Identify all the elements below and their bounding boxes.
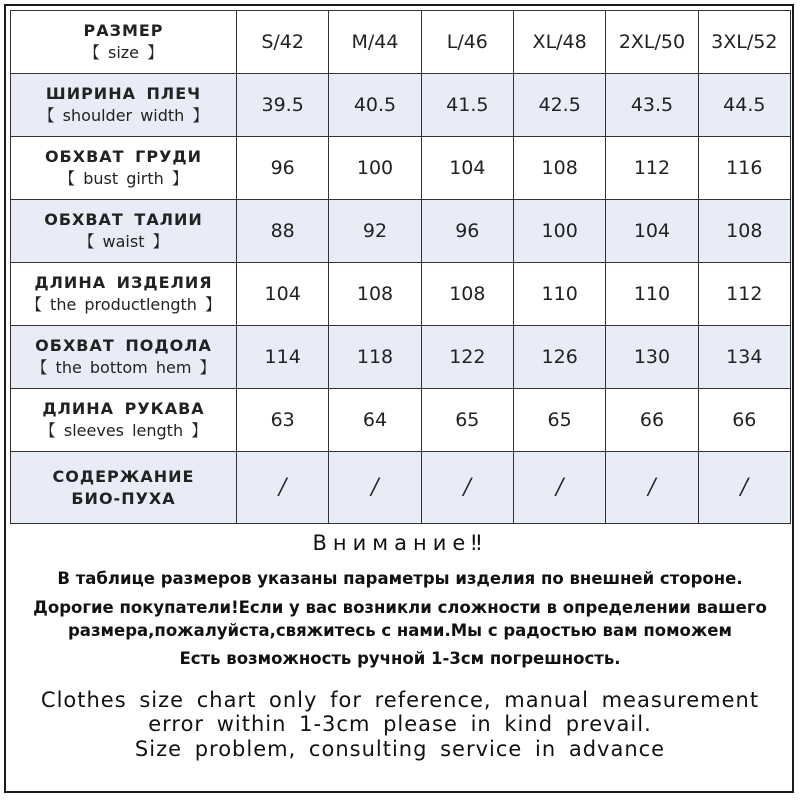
size-header-cell [698,11,790,74]
cell-value: 92 [362,220,388,242]
table-cell [698,200,790,263]
row-label-ru: ОБХВАТ ТАЛИИ [44,210,203,229]
cell-value: 40.5 [353,94,397,116]
cell-value: 118 [356,346,394,368]
table-cell [698,137,790,200]
row-label-ru: ДЛИНА РУКАВА [42,399,205,418]
table-cell [329,200,421,263]
row-label-cell [11,389,237,452]
cell-value: 96 [455,220,480,242]
cell-value: 108 [449,283,486,305]
cell-value: 64 [362,409,388,431]
cell-value: 104 [449,157,486,179]
row-label-ru: ОБХВАТ ГРУДИ [44,147,203,166]
table-cell [421,137,513,200]
header-label-cell [11,11,237,74]
cell-value: 134 [726,346,763,368]
cell-value: 104 [264,283,301,305]
row-label-ru: ДЛИНА ИЗДЕЛИЯ [34,273,213,292]
cell-value: / [648,475,656,500]
cell-value: 114 [264,346,301,368]
cell-value: 112 [633,157,671,179]
table-row-bio-down-content [11,452,791,524]
cell-value: 110 [633,283,671,305]
row-label-en: 【 sleeves length 】 [39,421,208,440]
row-label-cell [11,200,237,263]
notice-en-line: Clothes size chart only for reference, manual measurement [40,688,760,712]
table-cell [698,452,790,524]
table-row-bottom-hem [11,326,791,389]
table-cell [513,74,605,137]
cell-value: 88 [270,220,295,242]
table-cell [421,74,513,137]
table-cell [421,263,513,326]
row-label-ru: ОБХВАТ ПОДОЛА [35,336,212,355]
size-label-ru: РАЗМЕР [83,21,164,40]
cell-value: 110 [541,283,578,305]
table-cell [329,74,421,137]
table-cell [329,326,421,389]
table-cell [698,74,790,137]
size-header-cell [237,11,329,74]
size-table [10,10,791,524]
cell-value: 65 [455,409,480,431]
table-cell [698,389,790,452]
cell-value: 42.5 [538,94,581,116]
cell-value: 130 [633,346,671,368]
table-header-row [11,11,791,74]
notice-ru-line: В таблице размеров указаны параметры изделия по внешней стороне. [57,569,743,588]
table-cell [513,326,605,389]
notice-ru-line: Дорогие покупатели!Если у вас возникли сложности в определении вашего [33,598,767,617]
row-label-ru: ШИРИНА ПЛЕЧ [45,84,202,103]
table-row-waist [11,200,791,263]
row-label-en: 【 the productlength 】 [25,295,222,314]
cell-value: / [555,475,564,500]
cell-value: 108 [726,220,763,242]
table-cell [421,452,513,524]
notice-title: Внимание‼ [312,531,488,555]
cell-value: 100 [541,220,578,242]
size-header-cell [606,11,698,74]
table-row-product-length [11,263,791,326]
table-cell [606,389,698,452]
cell-value: 100 [356,157,394,179]
table-cell [329,452,421,524]
cell-value: 39.5 [261,94,304,116]
table-cell [329,263,421,326]
table-cell [606,326,698,389]
cell-value: 126 [541,346,578,368]
row-label-cell [11,74,237,137]
cell-value: / [278,475,287,500]
size-header: S/42 [261,31,304,53]
table-cell [606,74,698,137]
size-label-en: 【 size 】 [83,43,164,62]
table-cell [237,452,329,524]
cell-value: / [740,475,749,500]
notice-en-line: error within 1-3cm please in kind prevail. [148,712,652,736]
cell-value: / [371,475,379,500]
cell-value: 108 [356,283,394,305]
row-label-cell [11,263,237,326]
size-header-cell [421,11,513,74]
size-header-cell [513,11,605,74]
row-label-en: 【 shoulder width 】 [38,106,209,125]
cell-value: 116 [726,157,763,179]
table-cell [237,200,329,263]
table-cell [237,74,329,137]
row-label-ru: СОДЕРЖАНИЕ [52,466,195,486]
notice-ru-line: Есть возможность ручной 1-3см погрешность. [179,649,621,668]
table-cell [513,200,605,263]
table-cell [606,452,698,524]
size-header: 2XL/50 [618,31,686,53]
table-cell [421,389,513,452]
size-header: L/46 [446,31,488,53]
size-header: 3XL/52 [711,31,778,53]
size-header: XL/48 [532,31,587,53]
table-cell [237,389,329,452]
notice-en-line: Size problem, consulting service in advance [134,737,666,761]
cell-value: 112 [726,283,763,305]
table-cell [513,452,605,524]
size-header-cell [329,11,421,74]
row-label-ru-line2: БИО-ПУХА [71,488,176,508]
table-row-shoulder-width [11,74,791,137]
row-label-cell [11,326,237,389]
table-cell [513,263,605,326]
row-label-cell [11,452,237,524]
row-label-en: 【 the bottom hem 】 [31,358,216,377]
cell-value: 122 [449,346,486,368]
cell-value: 66 [732,409,757,431]
cell-value: 65 [547,409,572,431]
table-cell [606,263,698,326]
row-label-cell [11,137,237,200]
row-label-en: 【 waist 】 [78,232,169,251]
table-row-bust-girth [11,137,791,200]
size-header: M/44 [351,31,399,53]
table-cell [698,263,790,326]
table-cell [237,326,329,389]
cell-value: 41.5 [446,94,489,116]
table-row-sleeves-length [11,389,791,452]
table-cell [606,200,698,263]
cell-value: 104 [633,220,671,242]
table-cell [237,137,329,200]
table-cell [513,389,605,452]
table-cell [329,389,421,452]
cell-value: 66 [639,409,665,431]
table-cell [329,137,421,200]
table-cell [421,326,513,389]
cell-value: / [463,475,472,500]
cell-value: 108 [541,157,578,179]
table-cell [237,263,329,326]
table-cell [606,137,698,200]
row-label-en: 【 bust girth 】 [59,169,188,188]
table-cell [698,326,790,389]
cell-value: 43.5 [630,94,674,116]
table-cell [513,137,605,200]
cell-value: 96 [270,157,295,179]
table-cell [421,200,513,263]
cell-value: 44.5 [723,94,766,116]
notice-ru-line: размера,пожалуйста,свяжитесь с нами.Мы с радостью вам поможем [68,621,732,640]
cell-value: 63 [270,409,295,431]
